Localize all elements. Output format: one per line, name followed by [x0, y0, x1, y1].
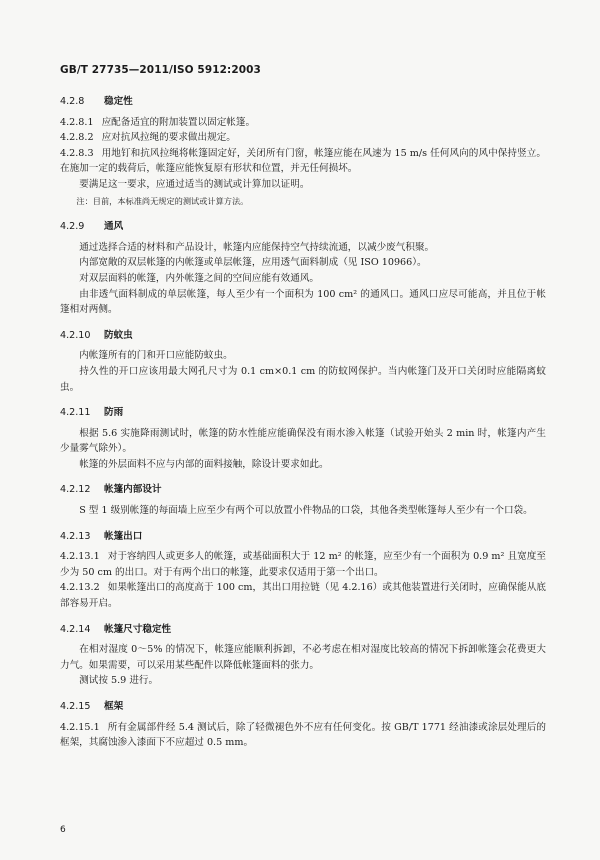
- paragraph: 内帐篷所有的门和开口应能防蚊虫。: [79, 350, 233, 362]
- paragraph: 由非透气面料制成的单层帐篷，每人至少有一个面积为 100 cm² 的通风口。通风口应尽可能高，并且位于帐篷相对两侧。: [60, 288, 546, 316]
- clause-number: 4.2.8.2: [60, 132, 94, 144]
- clause-item: [60, 549, 546, 580]
- section-number: 4.2.8: [60, 96, 85, 107]
- section-title: 帐篷出口: [104, 530, 143, 542]
- section: [60, 529, 546, 612]
- paragraph: S 型 1 级别帐篷的每面墙上应至少有两个可以放置小件物品的口袋，其他各类型帐篷每人至少有一个口袋。: [79, 505, 533, 517]
- clause-text: 应配备适宜的附加装置以固定帐篷。: [101, 116, 256, 128]
- paragraph: 对双层面料的帐篷，内外帐篷之间的空间应能有效通风。: [79, 272, 320, 284]
- clause-text: 对于容纳四人或更多人的帐篷，或基础面积大于 12 m² 的帐篷，应至少有一个面积为 0.9 m² 且宽度至少为 50 cm 的出口。对于有两个出口的帐篷，此要求仅适用于第一个出口。: [60, 551, 546, 578]
- clause-text: 如果帐篷出口的高度高于 100 cm，其出口用拉链（见 4.2.16）或其他装置进行关闭时，应确保能从底部容易开启。: [60, 582, 546, 610]
- paragraph: 在相对湿度 0～5% 的情况下，帐篷应能顺利拆卸，不必考虑在相对湿度比较高的情况下拆卸帐篷会花费更大力气。如果需要，可以采用某些配件以降低帐篷面料的张力。: [60, 644, 546, 671]
- section-number: 4.2.14: [60, 623, 91, 635]
- section-number: 4.2.10: [60, 329, 91, 341]
- section: [60, 622, 546, 689]
- clause-item: [60, 720, 546, 751]
- section-title: 框架: [104, 701, 124, 712]
- section-heading: [60, 219, 546, 235]
- clause-number: 4.2.13.2: [60, 582, 100, 594]
- section-title: 防雨: [104, 407, 124, 419]
- section-heading: [60, 328, 546, 344]
- section: [60, 482, 546, 518]
- note: 注：目前，本标准尚无规定的测试或计算方法。: [76, 195, 249, 206]
- paragraph: 要满足这一要求，应通过适当的测试或计算加以证明。: [79, 178, 310, 190]
- section-title: 防蚊虫: [104, 329, 133, 341]
- section-number: 4.2.12: [60, 484, 91, 496]
- page-number: 6: [60, 825, 66, 835]
- section-title: 帐篷尺寸稳定性: [104, 623, 172, 635]
- section: [60, 94, 546, 209]
- section-heading: [60, 94, 546, 110]
- clause-item: [60, 115, 546, 131]
- section-heading: [60, 405, 546, 421]
- clause-item: [60, 130, 546, 146]
- section-title: 通风: [104, 221, 124, 233]
- clause-text: 应对抗风拉绳的要求做出规定。: [101, 132, 236, 144]
- section-heading: [60, 699, 546, 715]
- section-number: 4.2.9: [60, 221, 85, 233]
- standard-header: GB/T 27735—2011/ISO 5912:2003: [60, 64, 261, 76]
- section-heading: [60, 482, 546, 498]
- section-number: 4.2.15: [60, 701, 91, 712]
- paragraph: 通过选择合适的材料和产品设计，帐篷内应能保持空气持续流通，以减少废气积聚。: [79, 241, 435, 253]
- clause-number: 4.2.8.3: [60, 147, 94, 159]
- paragraph: 持久性的开口应该用最大网孔尺寸为 0.1 cm×0.1 cm 的防蚊网保护。当内帐篷门及开口关闭时应能隔离蚊虫。: [60, 365, 546, 393]
- section-title: 帐篷内部设计: [104, 484, 162, 496]
- clause-number: 4.2.8.1: [60, 116, 94, 128]
- section: [60, 219, 546, 318]
- section: [60, 328, 546, 395]
- clause-number: 4.2.15.1: [60, 721, 100, 733]
- paragraph: 测试按 5.9 进行。: [79, 675, 159, 687]
- clause-item: [60, 580, 546, 611]
- section: [60, 699, 546, 751]
- paragraph: 内部宽敞的双层帐篷的内帐篷或单层帐篷，应用透气面料制成（见 ISO 10966）。: [79, 257, 427, 269]
- section-number: 4.2.11: [60, 407, 91, 419]
- document-body: [60, 94, 546, 751]
- section-number: 4.2.13: [60, 530, 91, 542]
- paragraph: 帐篷的外层面料不应与内部的面料接触，除设计要求如此。: [79, 458, 329, 470]
- clause-text: 所有金属部件经 5.4 测试后，除了轻微褪色外不应有任何变化。按 GB/T 1771 经油漆或涂层处理后的框架，其腐蚀渗入漆面下不应超过 0.5 mm。: [60, 721, 546, 749]
- section-heading: [60, 529, 546, 545]
- paragraph: 根据 5.6 实施降雨测试时，帐篷的防水性能应能确保没有雨水渗入帐篷（试验开始头 2 min 时，帐篷内产生少量雾气除外）。: [60, 427, 546, 455]
- section: [60, 405, 546, 472]
- section-title: 稳定性: [104, 96, 133, 107]
- section-heading: [60, 622, 546, 638]
- clause-item: [60, 146, 546, 177]
- clause-number: 4.2.13.1: [60, 551, 100, 563]
- clause-text: 用地钉和抗风拉绳将帐篷固定好，关闭所有门窗，帐篷应能在风速为 15 m/s 任何风向的风中保持竖立。在施加一定的载荷后，帐篷应能恢复原有形状和位置，并无任何损坏。: [60, 147, 546, 175]
